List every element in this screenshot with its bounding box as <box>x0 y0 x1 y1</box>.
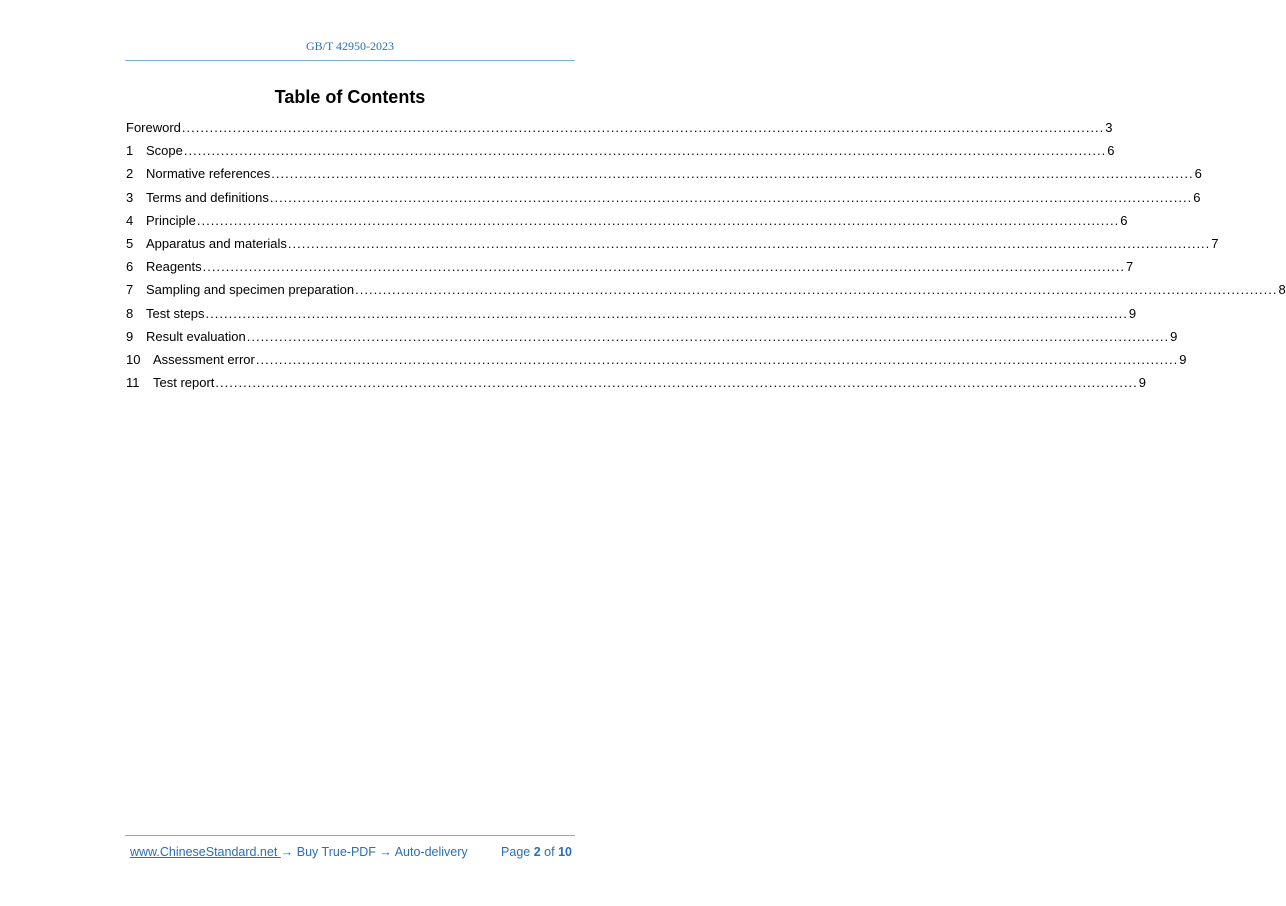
page-footer <box>130 845 572 859</box>
toc-entry-number: 4 <box>126 212 134 228</box>
toc-entry-label: Test steps <box>146 305 205 321</box>
toc-entry-page: 7 <box>1211 235 1219 251</box>
toc-leader-dots: ........................................................................................................................................................................................................ <box>215 375 1138 391</box>
toc-entry-label: Assessment error <box>153 351 255 367</box>
toc-entry-page: 3 <box>1105 120 1113 135</box>
toc-entry[interactable] <box>126 235 1219 259</box>
toc-entry-number: 1 <box>126 143 134 159</box>
toc-entry[interactable] <box>126 212 1128 236</box>
toc-entry-page: 8 <box>1278 282 1286 298</box>
toc-entry-label: Scope <box>146 143 183 159</box>
toc-list <box>126 120 1286 398</box>
toc-entry-page: 6 <box>1194 166 1202 182</box>
footer-tagline: → Buy True-PDF → Auto-delivery <box>280 845 468 859</box>
toc-leader-dots: ........................................................................................................................................................................................................ <box>181 120 1105 135</box>
toc-entry-label: Result evaluation <box>146 328 246 344</box>
toc-entry-number: 9 <box>126 328 134 344</box>
footer-divider <box>125 835 575 836</box>
toc-entry-label: Terms and definitions <box>146 189 269 205</box>
footer-left <box>130 845 468 859</box>
toc-leader-dots: ........................................................................................................................................................................................................ <box>255 351 1179 367</box>
toc-leader-dots: ........................................................................................................................................................................................................ <box>287 235 1211 251</box>
toc-entry[interactable] <box>126 166 1202 189</box>
toc-entry-label: Sampling and specimen preparation <box>146 282 355 298</box>
toc-leader-dots: ........................................................................................................................................................................................................ <box>355 282 1278 298</box>
toc-entry[interactable] <box>126 282 1286 305</box>
toc-entry-page: 6 <box>1107 143 1115 159</box>
toc-entry-page: 9 <box>1179 351 1187 367</box>
toc-leader-dots: ........................................................................................................................................................................................................ <box>205 305 1128 321</box>
toc-entry[interactable] <box>126 375 1147 398</box>
toc-entry[interactable] <box>126 189 1201 213</box>
toc-entry-number: 8 <box>126 305 134 321</box>
toc-entry-number: 5 <box>126 235 134 251</box>
toc-entry-label: Apparatus and materials <box>146 235 287 251</box>
toc-entry[interactable] <box>126 143 1115 166</box>
toc-entry-page: 6 <box>1120 212 1128 228</box>
toc-entry[interactable] <box>126 120 1113 143</box>
toc-entry[interactable] <box>126 259 1134 282</box>
toc-entry-number: 2 <box>126 166 134 182</box>
toc-entry-label: Reagents <box>146 259 202 275</box>
toc-entry-page: 9 <box>1170 328 1178 344</box>
toc-entry-label: Principle <box>146 212 196 228</box>
page-indicator <box>501 845 572 859</box>
page-word: Page <box>501 845 531 859</box>
toc-leader-dots: ........................................................................................................................................................................................................ <box>271 166 1194 182</box>
toc-entry-label: Normative references <box>146 166 271 182</box>
of-word: of <box>544 845 555 859</box>
toc-entry-label: Foreword <box>126 120 181 135</box>
toc-entry-page: 9 <box>1138 375 1147 391</box>
toc-entry-page: 9 <box>1128 305 1137 321</box>
header-divider <box>125 60 575 61</box>
toc-entry-page: 6 <box>1193 189 1201 205</box>
toc-entry-number: 3 <box>126 189 134 205</box>
toc-entry[interactable] <box>126 351 1187 375</box>
toc-title: Table of Contents <box>274 87 426 107</box>
toc-entry-label: Test report <box>153 375 215 391</box>
total-page-number: 10 <box>558 845 572 859</box>
toc-leader-dots: ........................................................................................................................................................................................................ <box>196 212 1120 228</box>
toc-leader-dots: ........................................................................................................................................................................................................ <box>202 259 1126 275</box>
current-page-number: 2 <box>533 845 541 859</box>
toc-entry-number: 7 <box>126 282 134 298</box>
toc-entry-number: 10 <box>126 351 141 367</box>
toc-leader-dots: ........................................................................................................................................................................................................ <box>269 189 1193 205</box>
toc-entry-number: 11 <box>126 375 140 391</box>
toc-entry-page: 7 <box>1126 259 1134 275</box>
toc-entry[interactable] <box>126 305 1137 329</box>
toc-leader-dots: ........................................................................................................................................................................................................ <box>183 143 1107 159</box>
toc-leader-dots: ........................................................................................................................................................................................................ <box>246 328 1170 344</box>
toc-entry[interactable] <box>126 328 1178 352</box>
standard-code: GB/T 42950-2023 <box>305 39 395 53</box>
toc-entry-number: 6 <box>126 259 134 275</box>
website-link[interactable]: www.ChineseStandard.net <box>130 845 281 859</box>
